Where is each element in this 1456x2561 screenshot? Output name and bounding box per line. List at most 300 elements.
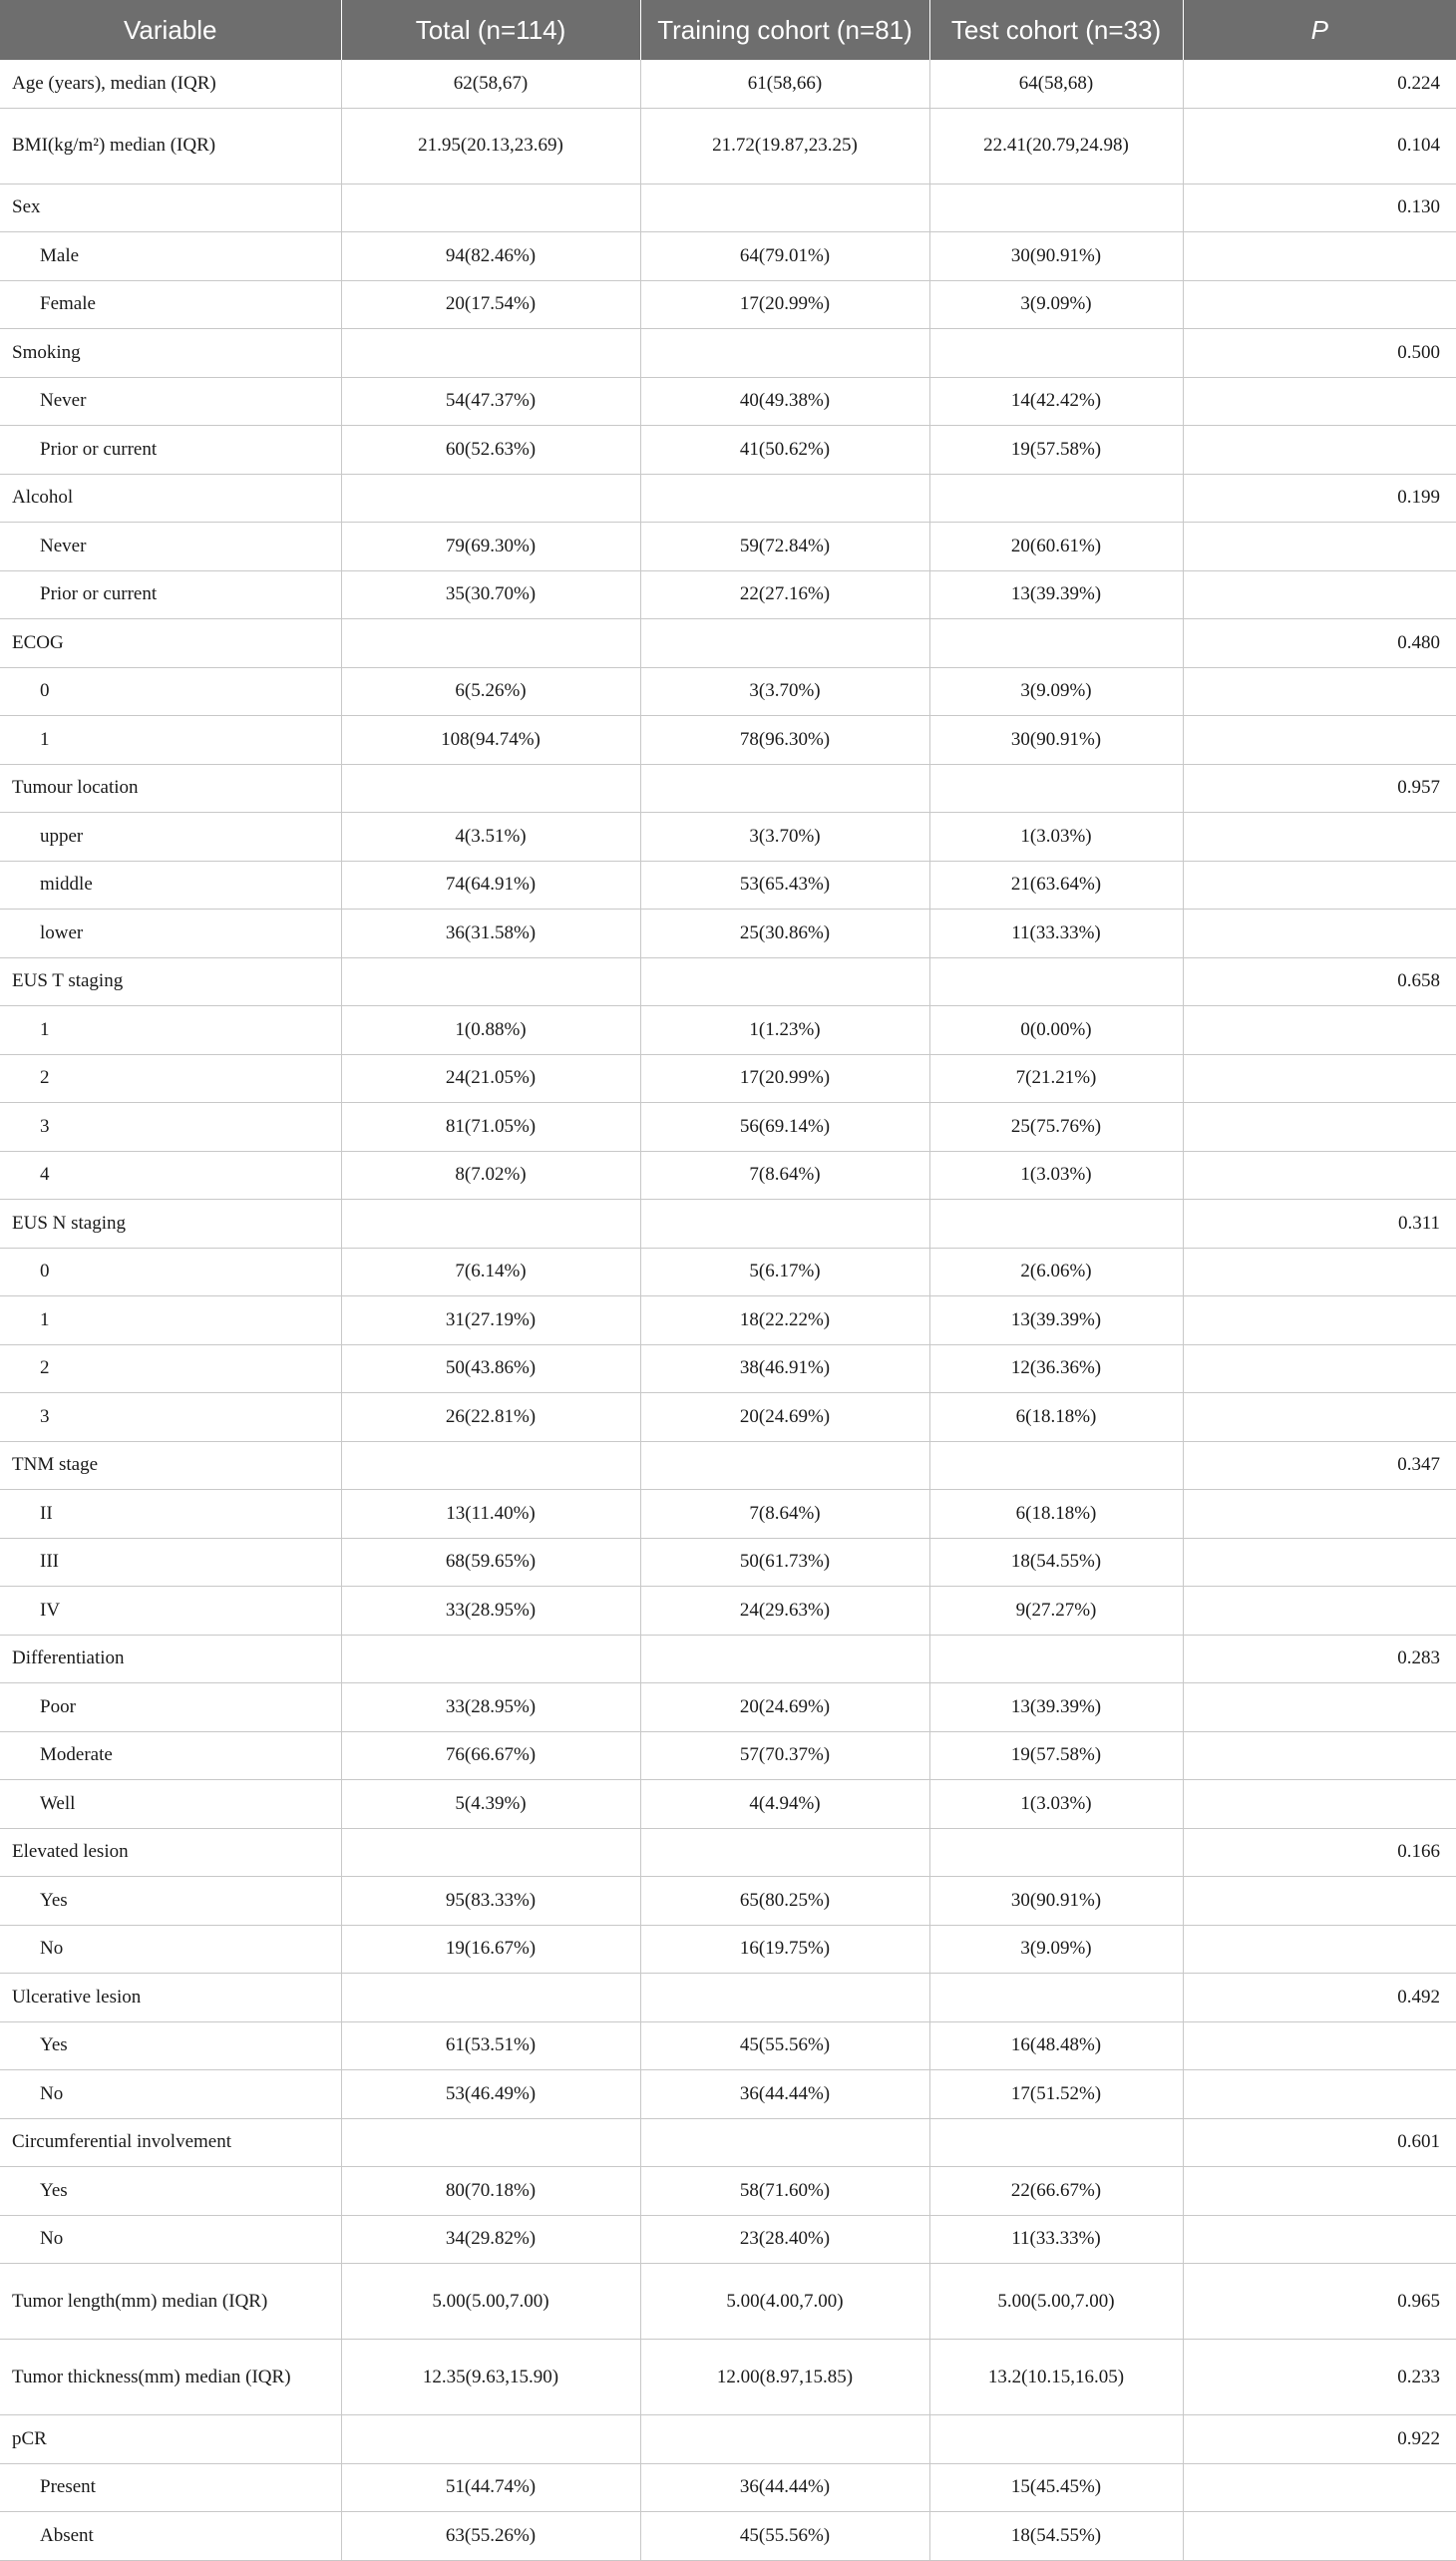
p-value-cell: 0.130 [1183, 183, 1456, 232]
training-cohort-cell: 7(8.64%) [640, 1490, 929, 1539]
test-cohort-cell: 2(6.06%) [929, 1248, 1183, 1296]
test-cohort-cell: 1(3.03%) [929, 1151, 1183, 1200]
table-row [0, 667, 1456, 716]
test-cohort-cell: 22.41(20.79,24.98) [929, 108, 1183, 183]
p-value-cell: 0.957 [1183, 764, 1456, 813]
training-cohort-cell [640, 1635, 929, 1683]
training-cohort-cell: 1(1.23%) [640, 1006, 929, 1055]
p-value-cell [1183, 1103, 1456, 1152]
variable-cell: middle [0, 861, 341, 910]
total-cell: 53(46.49%) [341, 2070, 640, 2119]
p-value-cell: 0.601 [1183, 2118, 1456, 2167]
table-row [0, 716, 1456, 765]
table-row [0, 426, 1456, 475]
table-row [0, 523, 1456, 571]
p-value-cell: 0.199 [1183, 474, 1456, 523]
table-row [0, 1054, 1456, 1103]
p-value-cell [1183, 426, 1456, 475]
total-cell: 5.00(5.00,7.00) [341, 2264, 640, 2340]
training-cohort-cell: 45(55.56%) [640, 2512, 929, 2561]
total-cell [341, 1200, 640, 1249]
table-row [0, 2118, 1456, 2167]
total-cell [341, 329, 640, 378]
variable-cell: Poor [0, 1683, 341, 1732]
p-value-cell [1183, 1006, 1456, 1055]
p-value-cell [1183, 1780, 1456, 1829]
variable-cell: Circumferential involvement [0, 2118, 341, 2167]
training-cohort-cell: 36(44.44%) [640, 2070, 929, 2119]
variable-cell: 1 [0, 1006, 341, 1055]
header-test-cohort: Test cohort (n=33) [929, 0, 1183, 60]
variable-cell: Yes [0, 1877, 341, 1926]
variable-cell: Elevated lesion [0, 1828, 341, 1877]
test-cohort-cell [929, 329, 1183, 378]
variable-cell: EUS N staging [0, 1200, 341, 1249]
training-cohort-cell [640, 1200, 929, 1249]
training-cohort-cell: 22(27.16%) [640, 570, 929, 619]
table-row [0, 1151, 1456, 1200]
test-cohort-cell: 15(45.45%) [929, 2463, 1183, 2512]
table-row [0, 2070, 1456, 2119]
test-cohort-cell [929, 764, 1183, 813]
variable-cell: IV [0, 1587, 341, 1636]
p-value-cell: 0.104 [1183, 108, 1456, 183]
variable-cell: Yes [0, 2021, 341, 2070]
training-cohort-cell: 40(49.38%) [640, 377, 929, 426]
training-cohort-cell: 18(22.22%) [640, 1296, 929, 1345]
table-row [0, 1200, 1456, 1249]
p-value-cell [1183, 1587, 1456, 1636]
variable-cell: Female [0, 280, 341, 329]
variable-cell: Yes [0, 2167, 341, 2216]
variable-cell: upper [0, 813, 341, 862]
variable-cell: Tumor length(mm) median (IQR) [0, 2264, 341, 2340]
table-row [0, 377, 1456, 426]
training-cohort-cell: 24(29.63%) [640, 1587, 929, 1636]
total-cell: 74(64.91%) [341, 861, 640, 910]
variable-cell: BMI(kg/m²) median (IQR) [0, 108, 341, 183]
table-row [0, 108, 1456, 183]
total-cell: 8(7.02%) [341, 1151, 640, 1200]
p-value-cell [1183, 1538, 1456, 1587]
test-cohort-cell: 7(21.21%) [929, 1054, 1183, 1103]
table-row [0, 813, 1456, 862]
p-value-cell [1183, 232, 1456, 281]
test-cohort-cell [929, 1635, 1183, 1683]
training-cohort-cell: 61(58,66) [640, 60, 929, 108]
table-row [0, 474, 1456, 523]
training-cohort-cell: 65(80.25%) [640, 1877, 929, 1926]
p-value-cell: 0.500 [1183, 329, 1456, 378]
variable-cell: III [0, 1538, 341, 1587]
table-row [0, 60, 1456, 108]
p-value-cell [1183, 280, 1456, 329]
total-cell: 80(70.18%) [341, 2167, 640, 2216]
p-value-cell [1183, 1925, 1456, 1974]
table-row [0, 329, 1456, 378]
p-value-cell [1183, 667, 1456, 716]
p-value-cell [1183, 2021, 1456, 2070]
training-cohort-cell: 38(46.91%) [640, 1344, 929, 1393]
test-cohort-cell: 3(9.09%) [929, 280, 1183, 329]
p-value-cell [1183, 1248, 1456, 1296]
training-cohort-cell [640, 764, 929, 813]
training-cohort-cell: 56(69.14%) [640, 1103, 929, 1152]
p-value-cell [1183, 1151, 1456, 1200]
table-row [0, 1344, 1456, 1393]
total-cell: 62(58,67) [341, 60, 640, 108]
test-cohort-cell: 11(33.33%) [929, 910, 1183, 958]
total-cell: 33(28.95%) [341, 1587, 640, 1636]
table-row [0, 1538, 1456, 1587]
variable-cell: Tumour location [0, 764, 341, 813]
total-cell: 7(6.14%) [341, 1248, 640, 1296]
p-value-cell [1183, 1296, 1456, 1345]
p-value-cell [1183, 1054, 1456, 1103]
variable-cell: Well [0, 1780, 341, 1829]
table-row [0, 2340, 1456, 2415]
training-cohort-cell: 57(70.37%) [640, 1731, 929, 1780]
p-value-cell [1183, 2215, 1456, 2264]
test-cohort-cell: 25(75.76%) [929, 1103, 1183, 1152]
header-row [0, 0, 1456, 60]
test-cohort-cell: 9(27.27%) [929, 1587, 1183, 1636]
training-cohort-cell [640, 183, 929, 232]
test-cohort-cell [929, 957, 1183, 1006]
p-value-cell [1183, 910, 1456, 958]
table-row [0, 1635, 1456, 1683]
total-cell [341, 1828, 640, 1877]
total-cell: 51(44.74%) [341, 2463, 640, 2512]
total-cell: 12.35(9.63,15.90) [341, 2340, 640, 2415]
training-cohort-cell [640, 957, 929, 1006]
p-value-cell: 0.492 [1183, 1974, 1456, 2022]
training-cohort-cell: 7(8.64%) [640, 1151, 929, 1200]
training-cohort-cell: 78(96.30%) [640, 716, 929, 765]
variable-cell: Alcohol [0, 474, 341, 523]
header-p-value: P [1183, 0, 1456, 60]
variable-cell: 4 [0, 1151, 341, 1200]
p-value-cell [1183, 523, 1456, 571]
table-row [0, 1780, 1456, 1829]
test-cohort-cell: 30(90.91%) [929, 1877, 1183, 1926]
table-row [0, 1731, 1456, 1780]
p-value-cell: 0.922 [1183, 2415, 1456, 2464]
table-row [0, 1006, 1456, 1055]
test-cohort-cell: 13(39.39%) [929, 1683, 1183, 1732]
total-cell [341, 2415, 640, 2464]
training-cohort-cell [640, 619, 929, 668]
test-cohort-cell: 3(9.09%) [929, 1925, 1183, 1974]
total-cell: 108(94.74%) [341, 716, 640, 765]
test-cohort-cell: 12(36.36%) [929, 1344, 1183, 1393]
table-row [0, 1103, 1456, 1152]
variable-cell: No [0, 1925, 341, 1974]
total-cell: 50(43.86%) [341, 1344, 640, 1393]
total-cell [341, 1974, 640, 2022]
total-cell [341, 619, 640, 668]
total-cell [341, 1635, 640, 1683]
p-value-cell [1183, 2070, 1456, 2119]
variable-cell: 3 [0, 1103, 341, 1152]
training-cohort-cell: 58(71.60%) [640, 2167, 929, 2216]
training-cohort-cell: 59(72.84%) [640, 523, 929, 571]
variable-cell: 3 [0, 1393, 341, 1442]
total-cell [341, 183, 640, 232]
total-cell: 36(31.58%) [341, 910, 640, 958]
p-value-cell: 0.283 [1183, 1635, 1456, 1683]
training-cohort-cell: 12.00(8.97,15.85) [640, 2340, 929, 2415]
variable-cell: Prior or current [0, 426, 341, 475]
variable-cell: Present [0, 2463, 341, 2512]
table-row [0, 2264, 1456, 2340]
p-value-cell [1183, 813, 1456, 862]
test-cohort-cell: 1(3.03%) [929, 1780, 1183, 1829]
table-row [0, 2463, 1456, 2512]
test-cohort-cell: 14(42.42%) [929, 377, 1183, 426]
training-cohort-cell: 23(28.40%) [640, 2215, 929, 2264]
test-cohort-cell: 19(57.58%) [929, 426, 1183, 475]
variable-cell: lower [0, 910, 341, 958]
p-value-cell [1183, 1877, 1456, 1926]
table-row [0, 910, 1456, 958]
variable-cell: Never [0, 523, 341, 571]
p-value-cell [1183, 2512, 1456, 2561]
p-value-cell: 0.658 [1183, 957, 1456, 1006]
total-cell: 4(3.51%) [341, 813, 640, 862]
variable-cell: II [0, 1490, 341, 1539]
total-cell: 21.95(20.13,23.69) [341, 108, 640, 183]
table-row [0, 1296, 1456, 1345]
training-cohort-cell [640, 2118, 929, 2167]
test-cohort-cell: 5.00(5.00,7.00) [929, 2264, 1183, 2340]
p-value-cell: 0.311 [1183, 1200, 1456, 1249]
variable-cell: Ulcerative lesion [0, 1974, 341, 2022]
variable-cell: 2 [0, 1344, 341, 1393]
total-cell: 61(53.51%) [341, 2021, 640, 2070]
training-cohort-cell [640, 474, 929, 523]
table-row [0, 2415, 1456, 2464]
table-row [0, 2215, 1456, 2264]
p-value-cell: 0.166 [1183, 1828, 1456, 1877]
total-cell [341, 764, 640, 813]
table-row [0, 2512, 1456, 2561]
training-cohort-cell [640, 1974, 929, 2022]
variable-cell: 0 [0, 1248, 341, 1296]
training-cohort-cell: 20(24.69%) [640, 1393, 929, 1442]
table-row [0, 183, 1456, 232]
test-cohort-cell: 21(63.64%) [929, 861, 1183, 910]
total-cell: 95(83.33%) [341, 1877, 640, 1926]
test-cohort-cell: 30(90.91%) [929, 716, 1183, 765]
p-value-cell: 0.965 [1183, 2264, 1456, 2340]
table-row [0, 1925, 1456, 1974]
training-cohort-cell: 36(44.44%) [640, 2463, 929, 2512]
variable-cell: Moderate [0, 1731, 341, 1780]
table-row [0, 1587, 1456, 1636]
table-row [0, 1441, 1456, 1490]
p-value-cell: 0.480 [1183, 619, 1456, 668]
p-value-cell [1183, 1683, 1456, 1732]
total-cell: 19(16.67%) [341, 1925, 640, 1974]
table-row [0, 861, 1456, 910]
total-cell: 6(5.26%) [341, 667, 640, 716]
table-body [0, 60, 1456, 2560]
variable-cell: 2 [0, 1054, 341, 1103]
total-cell: 33(28.95%) [341, 1683, 640, 1732]
variable-cell: Never [0, 377, 341, 426]
total-cell: 26(22.81%) [341, 1393, 640, 1442]
total-cell: 63(55.26%) [341, 2512, 640, 2561]
p-value-cell [1183, 2167, 1456, 2216]
test-cohort-cell: 6(18.18%) [929, 1393, 1183, 1442]
training-cohort-cell [640, 329, 929, 378]
training-cohort-cell: 5.00(4.00,7.00) [640, 2264, 929, 2340]
test-cohort-cell: 19(57.58%) [929, 1731, 1183, 1780]
table-row [0, 570, 1456, 619]
variable-cell: Prior or current [0, 570, 341, 619]
training-cohort-cell: 16(19.75%) [640, 1925, 929, 1974]
variable-cell: 1 [0, 716, 341, 765]
p-value-cell [1183, 570, 1456, 619]
table-header [0, 0, 1456, 60]
table-row [0, 232, 1456, 281]
total-cell: 54(47.37%) [341, 377, 640, 426]
total-cell: 13(11.40%) [341, 1490, 640, 1539]
variable-cell: No [0, 2215, 341, 2264]
variable-cell: EUS T staging [0, 957, 341, 1006]
table-row [0, 1248, 1456, 1296]
test-cohort-cell: 17(51.52%) [929, 2070, 1183, 2119]
table-row [0, 957, 1456, 1006]
training-cohort-cell: 25(30.86%) [640, 910, 929, 958]
total-cell: 24(21.05%) [341, 1054, 640, 1103]
p-value-cell [1183, 377, 1456, 426]
variable-cell: Smoking [0, 329, 341, 378]
test-cohort-cell: 3(9.09%) [929, 667, 1183, 716]
table-row [0, 1828, 1456, 1877]
variable-cell: Male [0, 232, 341, 281]
test-cohort-cell: 16(48.48%) [929, 2021, 1183, 2070]
total-cell: 60(52.63%) [341, 426, 640, 475]
test-cohort-cell [929, 2118, 1183, 2167]
test-cohort-cell: 1(3.03%) [929, 813, 1183, 862]
training-cohort-cell: 17(20.99%) [640, 280, 929, 329]
training-cohort-cell: 64(79.01%) [640, 232, 929, 281]
training-cohort-cell: 3(3.70%) [640, 813, 929, 862]
variable-cell: Age (years), median (IQR) [0, 60, 341, 108]
total-cell: 81(71.05%) [341, 1103, 640, 1152]
variable-cell: ECOG [0, 619, 341, 668]
header-total: Total (n=114) [341, 0, 640, 60]
total-cell [341, 474, 640, 523]
total-cell: 31(27.19%) [341, 1296, 640, 1345]
test-cohort-cell: 13(39.39%) [929, 570, 1183, 619]
total-cell: 68(59.65%) [341, 1538, 640, 1587]
p-value-cell [1183, 1393, 1456, 1442]
test-cohort-cell: 11(33.33%) [929, 2215, 1183, 2264]
total-cell [341, 957, 640, 1006]
table-row [0, 2021, 1456, 2070]
table-row [0, 280, 1456, 329]
test-cohort-cell: 22(66.67%) [929, 2167, 1183, 2216]
table-row [0, 1877, 1456, 1926]
header-variable: Variable [0, 0, 341, 60]
training-cohort-cell: 20(24.69%) [640, 1683, 929, 1732]
training-cohort-cell: 4(4.94%) [640, 1780, 929, 1829]
table-row [0, 1490, 1456, 1539]
test-cohort-cell: 13(39.39%) [929, 1296, 1183, 1345]
variable-cell: Tumor thickness(mm) median (IQR) [0, 2340, 341, 2415]
test-cohort-cell [929, 1828, 1183, 1877]
test-cohort-cell: 20(60.61%) [929, 523, 1183, 571]
test-cohort-cell [929, 1200, 1183, 1249]
test-cohort-cell [929, 619, 1183, 668]
test-cohort-cell [929, 2415, 1183, 2464]
variable-cell: TNM stage [0, 1441, 341, 1490]
test-cohort-cell [929, 1974, 1183, 2022]
total-cell: 35(30.70%) [341, 570, 640, 619]
p-value-cell: 0.224 [1183, 60, 1456, 108]
variable-cell: Sex [0, 183, 341, 232]
test-cohort-cell: 18(54.55%) [929, 2512, 1183, 2561]
training-cohort-cell: 17(20.99%) [640, 1054, 929, 1103]
table-row [0, 2167, 1456, 2216]
total-cell: 5(4.39%) [341, 1780, 640, 1829]
training-cohort-cell: 21.72(19.87,23.25) [640, 108, 929, 183]
p-value-cell [1183, 1344, 1456, 1393]
training-cohort-cell: 3(3.70%) [640, 667, 929, 716]
table-row [0, 764, 1456, 813]
training-cohort-cell: 41(50.62%) [640, 426, 929, 475]
training-cohort-cell [640, 1441, 929, 1490]
total-cell: 20(17.54%) [341, 280, 640, 329]
variable-cell: Differentiation [0, 1635, 341, 1683]
header-training-cohort: Training cohort (n=81) [640, 0, 929, 60]
training-cohort-cell [640, 1828, 929, 1877]
test-cohort-cell: 0(0.00%) [929, 1006, 1183, 1055]
total-cell: 1(0.88%) [341, 1006, 640, 1055]
variable-cell: pCR [0, 2415, 341, 2464]
p-value-cell [1183, 2463, 1456, 2512]
training-cohort-cell: 5(6.17%) [640, 1248, 929, 1296]
p-value-cell [1183, 1731, 1456, 1780]
training-cohort-cell [640, 2415, 929, 2464]
total-cell: 76(66.67%) [341, 1731, 640, 1780]
test-cohort-cell [929, 474, 1183, 523]
p-value-cell [1183, 861, 1456, 910]
p-value-cell [1183, 1490, 1456, 1539]
test-cohort-cell [929, 183, 1183, 232]
total-cell [341, 1441, 640, 1490]
test-cohort-cell: 18(54.55%) [929, 1538, 1183, 1587]
table-row [0, 1683, 1456, 1732]
test-cohort-cell: 6(18.18%) [929, 1490, 1183, 1539]
p-value-cell: 0.233 [1183, 2340, 1456, 2415]
total-cell: 34(29.82%) [341, 2215, 640, 2264]
p-value-cell [1183, 716, 1456, 765]
test-cohort-cell: 64(58,68) [929, 60, 1183, 108]
variable-cell: No [0, 2070, 341, 2119]
table-row [0, 1974, 1456, 2022]
total-cell: 94(82.46%) [341, 232, 640, 281]
variable-cell: 0 [0, 667, 341, 716]
p-value-cell: 0.347 [1183, 1441, 1456, 1490]
training-cohort-cell: 53(65.43%) [640, 861, 929, 910]
test-cohort-cell [929, 1441, 1183, 1490]
table-row [0, 1393, 1456, 1442]
training-cohort-cell: 45(55.56%) [640, 2021, 929, 2070]
